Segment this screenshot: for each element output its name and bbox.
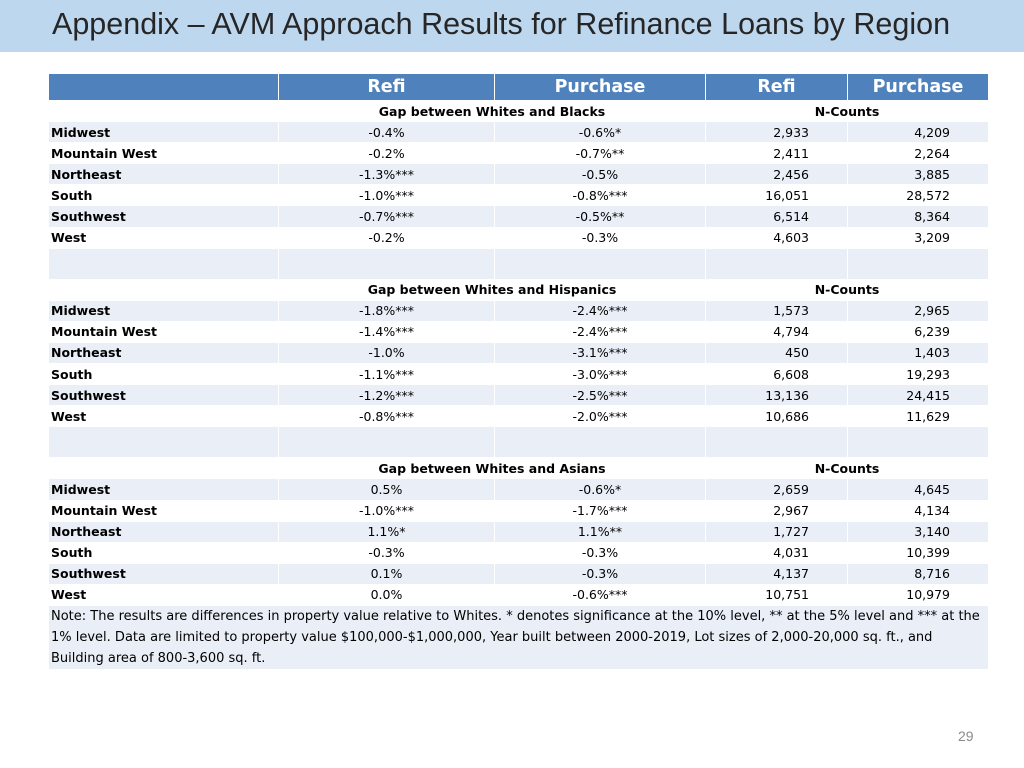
section-blank-cell: [49, 458, 279, 479]
region-label: South: [49, 364, 279, 385]
refi-count-value: 2,933: [706, 122, 848, 143]
table-row: [49, 563, 989, 584]
region-label: Midwest: [49, 479, 279, 500]
table-row: [49, 185, 989, 206]
purchase-count-value: 28,572: [848, 185, 989, 206]
column-header-row: [49, 74, 989, 101]
purchase-gap-value: -0.5%**: [495, 206, 706, 227]
purchase-gap-value: -0.3%: [495, 542, 706, 563]
region-label: Southwest: [49, 563, 279, 584]
purchase-count-value: 4,645: [848, 479, 989, 500]
purchase-count-value: 3,140: [848, 521, 989, 542]
purchase-gap-value: -0.6%***: [495, 584, 706, 605]
region-label: Northeast: [49, 164, 279, 185]
section-counts-title: N-Counts: [706, 279, 989, 300]
refi-gap-value: -1.0%: [279, 342, 495, 363]
refi-gap-value: -1.3%***: [279, 164, 495, 185]
purchase-count-value: 3,885: [848, 164, 989, 185]
spacer-cell: [848, 427, 989, 458]
table-row: [49, 364, 989, 385]
purchase-count-value: 11,629: [848, 406, 989, 427]
purchase-count-value: 6,239: [848, 321, 989, 342]
region-label: Mountain West: [49, 143, 279, 164]
purchase-count-value: 4,209: [848, 122, 989, 143]
region-label: West: [49, 227, 279, 248]
table-row: [49, 521, 989, 542]
refi-gap-value: -0.8%***: [279, 406, 495, 427]
refi-gap-value: -0.4%: [279, 122, 495, 143]
section-gap-title: Gap between Whites and Hispanics: [279, 279, 706, 300]
refi-count-value: 2,659: [706, 479, 848, 500]
refi-count-value: 2,967: [706, 500, 848, 521]
refi-count-value: 450: [706, 342, 848, 363]
section-gap-title: Gap between Whites and Asians: [279, 458, 706, 479]
region-label: West: [49, 584, 279, 605]
purchase-count-value: 24,415: [848, 385, 989, 406]
results-table: [48, 73, 989, 670]
purchase-gap-value: -0.6%*: [495, 479, 706, 500]
table-row: [49, 227, 989, 248]
spacer-cell: [495, 427, 706, 458]
region-label: Northeast: [49, 342, 279, 363]
section-gap-title: Gap between Whites and Blacks: [279, 101, 706, 122]
spacer-cell: [848, 248, 989, 279]
section-header-row: [49, 101, 989, 122]
table-row: [49, 342, 989, 363]
refi-gap-value: -1.2%***: [279, 385, 495, 406]
refi-gap-value: -1.0%***: [279, 500, 495, 521]
spacer-cell: [706, 427, 848, 458]
purchase-count-value: 3,209: [848, 227, 989, 248]
spacer-cell: [279, 248, 495, 279]
spacer-cell: [495, 248, 706, 279]
refi-count-value: 6,514: [706, 206, 848, 227]
purchase-count-value: 8,364: [848, 206, 989, 227]
refi-gap-value: -1.1%***: [279, 364, 495, 385]
purchase-gap-value: -0.6%*: [495, 122, 706, 143]
purchase-gap-value: -3.0%***: [495, 364, 706, 385]
table-row: [49, 164, 989, 185]
refi-gap-value: -1.0%***: [279, 185, 495, 206]
purchase-count-value: 19,293: [848, 364, 989, 385]
purchase-gap-value: -0.5%: [495, 164, 706, 185]
refi-count-value: 10,751: [706, 584, 848, 605]
table-row: [49, 385, 989, 406]
region-label: Southwest: [49, 206, 279, 227]
refi-count-value: 2,456: [706, 164, 848, 185]
purchase-gap-value: -0.3%: [495, 227, 706, 248]
refi-count-value: 4,794: [706, 321, 848, 342]
refi-gap-value: 0.0%: [279, 584, 495, 605]
purchase-gap-value: -2.4%***: [495, 321, 706, 342]
refi-count-value: 4,031: [706, 542, 848, 563]
refi-gap-value: -0.2%: [279, 227, 495, 248]
table-row: [49, 479, 989, 500]
section-counts-title: N-Counts: [706, 101, 989, 122]
purchase-count-value: 2,264: [848, 143, 989, 164]
refi-count-value: 1,727: [706, 521, 848, 542]
purchase-count-value: 10,399: [848, 542, 989, 563]
purchase-count-value: 1,403: [848, 342, 989, 363]
region-label: Mountain West: [49, 500, 279, 521]
refi-count-value: 4,137: [706, 563, 848, 584]
refi-gap-value: -1.4%***: [279, 321, 495, 342]
region-label: Southwest: [49, 385, 279, 406]
refi-count-value: 1,573: [706, 300, 848, 321]
refi-gap-value: 1.1%*: [279, 521, 495, 542]
section-blank-cell: [49, 279, 279, 300]
table-row: [49, 542, 989, 563]
refi-gap-value: -0.7%***: [279, 206, 495, 227]
purchase-gap-value: -1.7%***: [495, 500, 706, 521]
results-table-body: [49, 74, 989, 670]
spacer-cell: [49, 248, 279, 279]
purchase-gap-value: -0.8%***: [495, 185, 706, 206]
region-label: Midwest: [49, 122, 279, 143]
refi-count-value: 10,686: [706, 406, 848, 427]
table-row: [49, 206, 989, 227]
purchase-count-value: 4,134: [848, 500, 989, 521]
table-row: [49, 122, 989, 143]
table-row: [49, 406, 989, 427]
slide-title: Appendix – AVM Approach Results for Refinance Loans by Region: [52, 7, 951, 41]
header-purchase-gap: Purchase: [495, 74, 706, 101]
refi-gap-value: 0.5%: [279, 479, 495, 500]
table-row: [49, 143, 989, 164]
footnote-text: Note: The results are differences in property value relative to Whites. * denotes significance at the 10% level, ** at the 5% level and *** at the 1% level. Data are limited to property value $100,000-$1,000,000, Year built between 2000-2019, Lot sizes of 2,000-20,000 sq. ft., and Building area of 800-3,600 sq. ft.: [49, 605, 989, 669]
table-row: [49, 321, 989, 342]
table-row: [49, 300, 989, 321]
refi-count-value: 2,411: [706, 143, 848, 164]
refi-count-value: 16,051: [706, 185, 848, 206]
page-number: 29: [958, 728, 974, 744]
refi-gap-value: -0.3%: [279, 542, 495, 563]
refi-gap-value: -1.8%***: [279, 300, 495, 321]
region-label: Mountain West: [49, 321, 279, 342]
purchase-count-value: 10,979: [848, 584, 989, 605]
refi-gap-value: -0.2%: [279, 143, 495, 164]
refi-count-value: 4,603: [706, 227, 848, 248]
refi-count-value: 6,608: [706, 364, 848, 385]
section-header-row: [49, 279, 989, 300]
spacer-row: [49, 427, 989, 458]
purchase-gap-value: -0.3%: [495, 563, 706, 584]
region-label: Midwest: [49, 300, 279, 321]
spacer-row: [49, 248, 989, 279]
purchase-count-value: 2,965: [848, 300, 989, 321]
spacer-cell: [49, 427, 279, 458]
table-row: [49, 584, 989, 605]
header-refi-count: Refi: [706, 74, 848, 101]
spacer-cell: [279, 427, 495, 458]
header-refi-gap: Refi: [279, 74, 495, 101]
table-row: [49, 500, 989, 521]
purchase-count-value: 8,716: [848, 563, 989, 584]
header-purchase-count: Purchase: [848, 74, 989, 101]
purchase-gap-value: 1.1%**: [495, 521, 706, 542]
purchase-gap-value: -3.1%***: [495, 342, 706, 363]
region-label: South: [49, 542, 279, 563]
purchase-gap-value: -2.0%***: [495, 406, 706, 427]
section-blank-cell: [49, 101, 279, 122]
refi-count-value: 13,136: [706, 385, 848, 406]
header-blank-cell: [49, 74, 279, 101]
purchase-gap-value: -2.4%***: [495, 300, 706, 321]
refi-gap-value: 0.1%: [279, 563, 495, 584]
note-row: [49, 605, 989, 669]
purchase-gap-value: -0.7%**: [495, 143, 706, 164]
region-label: South: [49, 185, 279, 206]
region-label: West: [49, 406, 279, 427]
section-header-row: [49, 458, 989, 479]
section-counts-title: N-Counts: [706, 458, 989, 479]
purchase-gap-value: -2.5%***: [495, 385, 706, 406]
spacer-cell: [706, 248, 848, 279]
region-label: Northeast: [49, 521, 279, 542]
title-bar: [0, 0, 1024, 52]
